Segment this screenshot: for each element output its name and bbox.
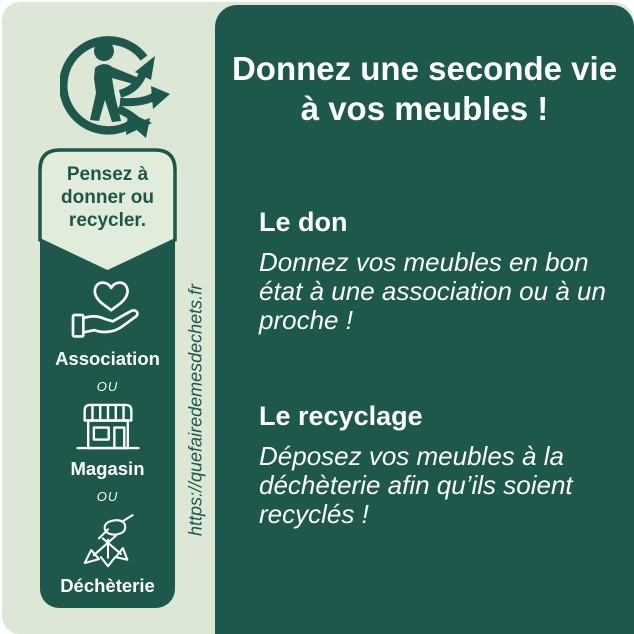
pennant-text — [38, 163, 177, 232]
pennant-line: Pensez à — [66, 164, 149, 185]
ribbon-banner — [38, 148, 177, 610]
separator-ou: OU — [96, 489, 119, 504]
storefront-icon — [38, 400, 177, 458]
section-body-recyclage: Déposez vos meubles à la déchèterie afin qu’ils soient recyclés ! — [259, 441, 573, 529]
section-heading-recyclage: Le recyclage — [259, 401, 423, 431]
pennant-line: donner ou — [61, 187, 154, 208]
section-heading-don: Le don — [259, 207, 348, 237]
title-line: à vos meubles ! — [300, 90, 549, 127]
title-line: Donnez une seconde vie — [231, 50, 618, 87]
heart-in-hand-icon — [38, 276, 177, 346]
section-body-don: Donnez vos meubles en bon état à une association ou à un proche ! — [259, 247, 606, 335]
page-title — [215, 49, 634, 129]
info-panel — [215, 5, 634, 634]
option-label-decheterie: Déchèterie — [60, 575, 155, 596]
hand-drop-sort-icon — [38, 510, 177, 572]
pennant-line: recycler. — [68, 210, 147, 231]
website-url: https://quefairedemesdechets.fr — [185, 283, 206, 537]
separator-ou: OU — [96, 379, 119, 394]
option-label-magasin: Magasin — [70, 458, 145, 479]
triman-recycling-logo-icon — [60, 32, 172, 140]
card-background — [2, 2, 634, 634]
option-label-association: Association — [55, 348, 160, 369]
